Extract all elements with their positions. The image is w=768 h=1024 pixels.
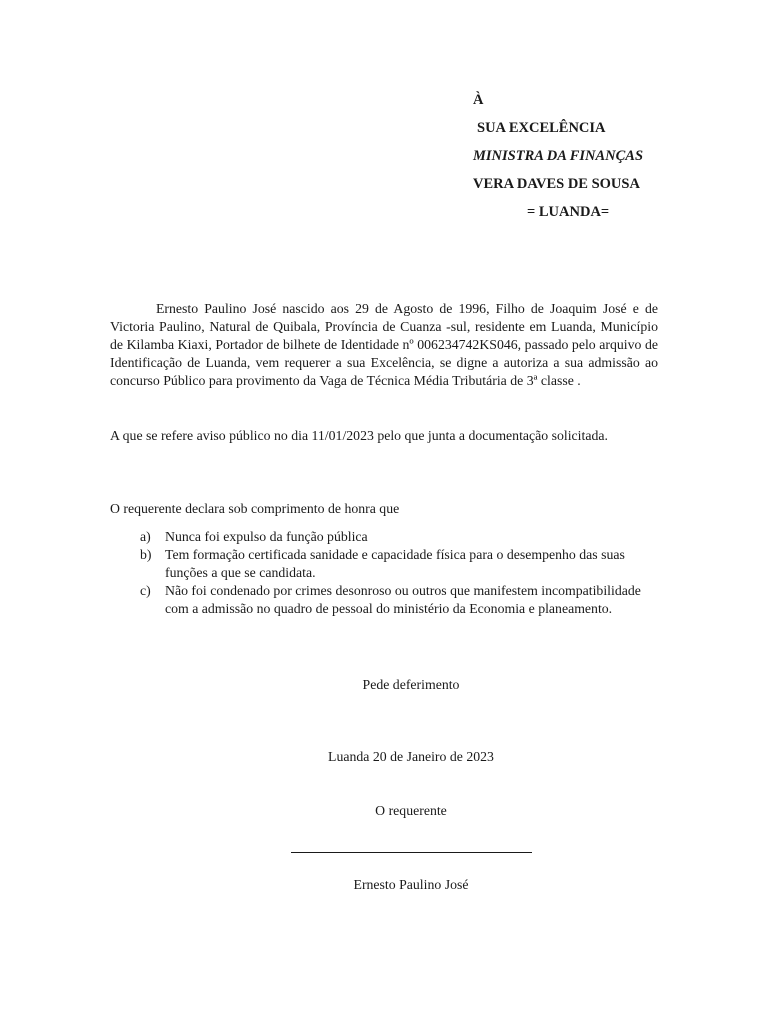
list-marker: a) [140, 529, 151, 544]
declarations-list [140, 528, 660, 618]
list-item [140, 546, 660, 582]
signer-name: Ernesto Paulino José [353, 877, 469, 892]
declaration-intro: O requerente declara sob comprimento de honra que [110, 501, 400, 516]
list-marker: c) [140, 583, 151, 598]
list-marker: b) [140, 547, 152, 562]
list-item-text: Tem formação certificada sanidade e capacidade física para o desempenho das suas funções a que se candidata. [165, 547, 625, 580]
list-item [140, 582, 660, 618]
list-item-text: Não foi condenado por crimes desonroso ou outros que manifestem incompatibilidade com a admissão no quadro de pessoal do ministério da Economia e planeamento. [165, 583, 641, 616]
list-item-text: Nunca foi expulso da função pública [165, 529, 368, 544]
requester-label: O requerente [375, 803, 447, 818]
list-item [140, 528, 660, 546]
addressee-title: SUA EXCELÊNCIA [477, 120, 606, 136]
addressee-name: VERA DAVES DE SOUSA [473, 176, 640, 192]
addressee-office: MINISTRA DA FINANÇAS [473, 148, 644, 164]
reference-paragraph: A que se refere aviso público no dia 11/01/2023 pelo que junta a documentação solicitada. [110, 428, 608, 443]
closing-request: Pede deferimento [362, 677, 460, 692]
request-paragraph: Ernesto Paulino José nascido aos 29 de Agosto de 1996, Filho de Joaquim José e de Victoria Paulino, Natural de Quibala, Província de Cuanza -sul, residente em Luanda, Município de Kilamba Kiaxi, Portador de bilhete de Identidade nº 006234742KS046, passado pelo arquivo de Identificação de Luanda, vem requerer a sua Excelência, se digne a autoriza a sua admissão ao concurso Público para provimento da Vaga de Técnica Média Tributária de 3ª classe . [110, 301, 658, 388]
addressee-preposition: À [473, 92, 484, 108]
addressee-block [473, 86, 643, 226]
addressee-city: = LUANDA= [527, 204, 610, 220]
signature-line [291, 852, 532, 853]
place-and-date: Luanda 20 de Janeiro de 2023 [328, 749, 494, 764]
